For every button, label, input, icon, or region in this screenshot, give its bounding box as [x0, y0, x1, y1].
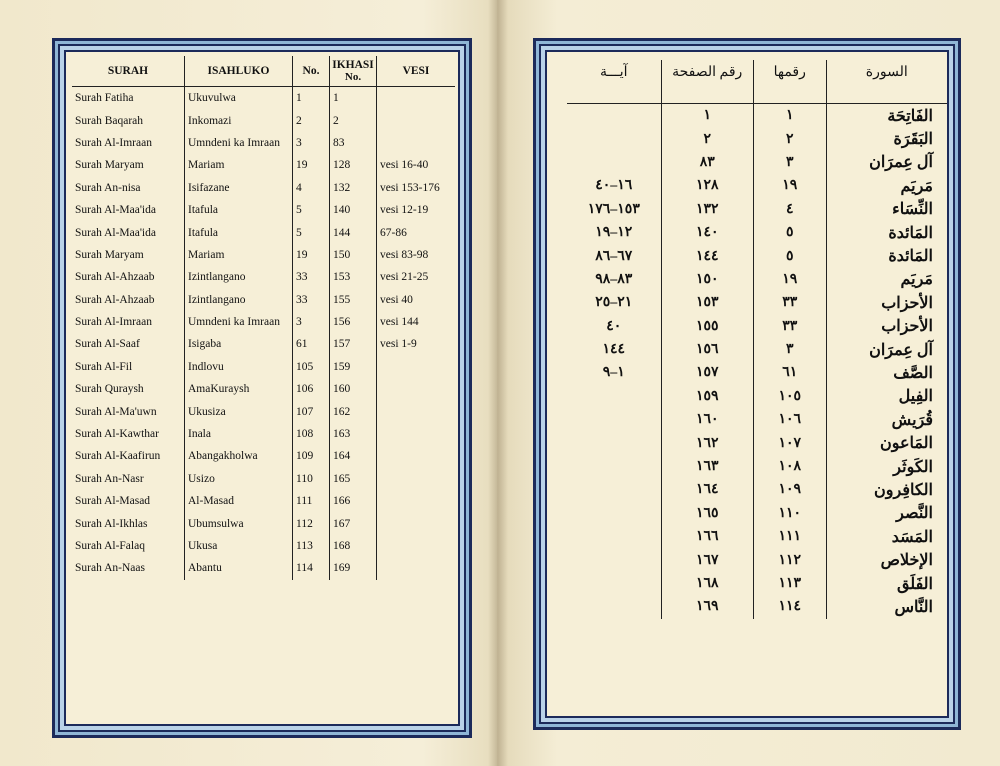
- cell-no: 112: [293, 512, 330, 534]
- cell-surah: Surah Al-Imraan: [75, 136, 152, 149]
- cell-ikhasi: 159: [330, 356, 377, 378]
- table-row: [567, 174, 947, 197]
- cell-ikhasi: 165: [330, 468, 377, 490]
- cell-surah: Surah Baqarah: [75, 114, 144, 127]
- cell-ayah: ٤٠: [567, 315, 661, 338]
- cell-surah: البَقَرَة: [893, 131, 933, 149]
- table-row: [72, 445, 455, 467]
- cell-ikhasi: 162: [330, 400, 377, 422]
- cell-vesi: vesi 144: [377, 311, 456, 333]
- cell-page: ١٦٦: [661, 525, 753, 548]
- cell-isahluko: Izintlangano: [185, 289, 293, 311]
- cell-surah: مَريَم: [900, 271, 933, 289]
- table-row: [72, 333, 455, 355]
- cell-surah: الكَوثَر: [893, 458, 933, 476]
- cell-ayah: [567, 104, 661, 128]
- table-row: [72, 356, 455, 378]
- table-row: [72, 423, 455, 445]
- table-row: [567, 151, 947, 174]
- cell-no: 114: [293, 557, 330, 579]
- cell-number: ٣٣: [753, 291, 826, 314]
- cell-page: ١٣٢: [661, 198, 753, 221]
- table-row: [72, 109, 455, 131]
- cell-vesi: [377, 512, 456, 534]
- cell-surah: الفَاتِحَة: [887, 107, 933, 125]
- cell-isahluko: Ukusa: [185, 535, 293, 557]
- cell-surah: Surah Maryam: [75, 159, 144, 172]
- cell-ayah: [567, 525, 661, 548]
- cell-no: 105: [293, 356, 330, 378]
- table-row: [72, 154, 455, 176]
- cell-page: ١٤٤: [661, 244, 753, 267]
- cell-surah: الفَلَق: [896, 575, 933, 593]
- cell-surah: الصَّف: [893, 364, 933, 382]
- table-row: [72, 557, 455, 579]
- cell-isahluko: AmaKuraysh: [185, 378, 293, 400]
- table-row: [567, 502, 947, 525]
- cell-surah: النَّصر: [896, 505, 933, 523]
- cell-no: 33: [293, 266, 330, 288]
- cell-surah: المَسَد: [891, 528, 933, 546]
- cell-surah: Surah Al-Ikhlas: [75, 517, 148, 530]
- cell-surah: Surah Quraysh: [75, 383, 144, 396]
- cell-ikhasi: 166: [330, 490, 377, 512]
- table-row: [72, 490, 455, 512]
- table-row: [567, 455, 947, 478]
- cell-vesi: vesi 1-9: [377, 333, 456, 355]
- cell-vesi: 67-86: [377, 221, 456, 243]
- cell-number: ١٠٨: [753, 455, 826, 478]
- cell-number: ١١١: [753, 525, 826, 548]
- cell-surah: آل عِمرَان: [869, 341, 933, 359]
- cell-no: 5: [293, 199, 330, 221]
- cell-no: 4: [293, 177, 330, 199]
- cell-page: ١٦٧: [661, 548, 753, 571]
- cell-vesi: [377, 445, 456, 467]
- cell-ikhasi: 128: [330, 154, 377, 176]
- cell-surah: قُرَيش: [891, 411, 933, 429]
- cell-surah: Surah Al-Ahzaab: [75, 293, 155, 306]
- header-number-arabic: رقمها: [753, 60, 826, 104]
- table-row: [567, 291, 947, 314]
- cell-number: ١٠٧: [753, 431, 826, 454]
- cell-surah: Surah Al-Fil: [75, 360, 133, 373]
- cell-ayah: [567, 127, 661, 150]
- table-row: [567, 478, 947, 501]
- cell-no: 111: [293, 490, 330, 512]
- table-row: [567, 385, 947, 408]
- cell-number: ١٠٩: [753, 478, 826, 501]
- cell-ayah: [567, 595, 661, 618]
- cell-no: 61: [293, 333, 330, 355]
- cell-isahluko: Abantu: [185, 557, 293, 579]
- table-row: [567, 104, 947, 128]
- cell-number: ٣: [753, 151, 826, 174]
- cell-vesi: vesi 40: [377, 289, 456, 311]
- cell-isahluko: Ukuvulwa: [185, 87, 293, 110]
- header-ayah-arabic: آيـــة: [567, 60, 661, 104]
- table-row: [72, 199, 455, 221]
- header-page-arabic: رقم الصفحة: [661, 60, 753, 104]
- cell-no: 33: [293, 289, 330, 311]
- cell-page: ١٦٨: [661, 572, 753, 595]
- cell-no: 110: [293, 468, 330, 490]
- cell-page: ١٦٠: [661, 408, 753, 431]
- cell-page: ١٦٩: [661, 595, 753, 618]
- cell-surah: Surah Fatiha: [75, 92, 134, 105]
- cell-page: ١٥٦: [661, 338, 753, 361]
- cell-number: ١٩: [753, 174, 826, 197]
- cell-no: 19: [293, 154, 330, 176]
- cell-number: ٤: [753, 198, 826, 221]
- cell-ikhasi: 164: [330, 445, 377, 467]
- cell-ayah: [567, 151, 661, 174]
- table-row: [567, 361, 947, 384]
- cell-ikhasi: 2: [330, 109, 377, 131]
- cell-vesi: vesi 12-19: [377, 199, 456, 221]
- right-table-frame: [533, 38, 961, 730]
- cell-isahluko: Itafula: [185, 199, 293, 221]
- header-no: No.: [293, 56, 330, 87]
- cell-surah: الأحزاب: [881, 318, 933, 336]
- cell-page: ١٦٥: [661, 502, 753, 525]
- cell-no: 106: [293, 378, 330, 400]
- table-row: [567, 127, 947, 150]
- cell-isahluko: Abangakholwa: [185, 445, 293, 467]
- cell-surah: Surah Al-Maa'ida: [75, 204, 156, 217]
- cell-ikhasi: 140: [330, 199, 377, 221]
- cell-no: 107: [293, 400, 330, 422]
- cell-isahluko: Isifazane: [185, 177, 293, 199]
- cell-ayah: [567, 431, 661, 454]
- cell-isahluko: Ukusiza: [185, 400, 293, 422]
- cell-vesi: [377, 490, 456, 512]
- table-row: [567, 431, 947, 454]
- cell-surah: المَائدة: [888, 224, 933, 242]
- cell-vesi: [377, 423, 456, 445]
- table-row: [72, 400, 455, 422]
- cell-surah: Surah Maryam: [75, 248, 144, 261]
- cell-ikhasi: 157: [330, 333, 377, 355]
- cell-page: ١٦٣: [661, 455, 753, 478]
- table-row: [72, 266, 455, 288]
- cell-no: 3: [293, 311, 330, 333]
- cell-number: ٢: [753, 127, 826, 150]
- table-row: [72, 512, 455, 534]
- table-row: [72, 468, 455, 490]
- cell-surah: Surah Al-Kaafirun: [75, 450, 161, 463]
- header-isahluko: ISAHLUKO: [185, 56, 293, 87]
- cell-ikhasi: 167: [330, 512, 377, 534]
- cell-vesi: vesi 21-25: [377, 266, 456, 288]
- cell-page: ١٥٩: [661, 385, 753, 408]
- cell-isahluko: Mariam: [185, 154, 293, 176]
- cell-isahluko: Ubumsulwa: [185, 512, 293, 534]
- cell-page: ١٥٠: [661, 268, 753, 291]
- cell-ayah: ١٦–٤٠: [567, 174, 661, 197]
- cell-no: 2: [293, 109, 330, 131]
- table-body: [567, 104, 947, 619]
- cell-ikhasi: 132: [330, 177, 377, 199]
- cell-ayah: [567, 572, 661, 595]
- cell-page: ١٤٠: [661, 221, 753, 244]
- cell-number: ١١٣: [753, 572, 826, 595]
- cell-number: ٣٣: [753, 315, 826, 338]
- cell-surah: Surah Al-Maa'ida: [75, 226, 156, 239]
- cell-ikhasi: 1: [330, 87, 377, 110]
- cell-page: ٢: [661, 127, 753, 150]
- cell-no: 3: [293, 132, 330, 154]
- cell-ayah: ٢١–٢٥: [567, 291, 661, 314]
- cell-vesi: vesi 153-176: [377, 177, 456, 199]
- cell-ikhasi: 150: [330, 244, 377, 266]
- cell-isahluko: Inkomazi: [185, 109, 293, 131]
- header-surah-arabic: السورة: [826, 60, 947, 104]
- cell-ikhasi: 144: [330, 221, 377, 243]
- table-row: [567, 244, 947, 267]
- cell-number: ٦١: [753, 361, 826, 384]
- cell-surah: المَاعون: [879, 435, 933, 453]
- table-row: [567, 572, 947, 595]
- table-body: [72, 87, 455, 580]
- cell-surah: Surah Al-Masad: [75, 495, 151, 508]
- table-row: [567, 198, 947, 221]
- cell-number: ٥: [753, 221, 826, 244]
- cell-vesi: [377, 400, 456, 422]
- header-vesi: VESI: [377, 56, 456, 87]
- cell-vesi: [377, 132, 456, 154]
- cell-number: ١١٢: [753, 548, 826, 571]
- cell-number: ١١٤: [753, 595, 826, 618]
- cell-isahluko: Izintlangano: [185, 266, 293, 288]
- table-row: [567, 315, 947, 338]
- book-gutter: [488, 0, 508, 766]
- cell-number: ٥: [753, 244, 826, 267]
- table-row: [567, 548, 947, 571]
- cell-surah: Surah Al-Imraan: [75, 316, 152, 329]
- cell-vesi: vesi 83-98: [377, 244, 456, 266]
- cell-vesi: vesi 16-40: [377, 154, 456, 176]
- cell-ikhasi: 155: [330, 289, 377, 311]
- cell-no: 109: [293, 445, 330, 467]
- cell-ikhasi: 83: [330, 132, 377, 154]
- cell-page: ١٦٤: [661, 478, 753, 501]
- cell-no: 108: [293, 423, 330, 445]
- table-row: [72, 535, 455, 557]
- cell-ayah: [567, 478, 661, 501]
- cell-isahluko: Indlovu: [185, 356, 293, 378]
- table-row: [567, 595, 947, 618]
- cell-number: ١٠٦: [753, 408, 826, 431]
- cell-ikhasi: 169: [330, 557, 377, 579]
- cell-page: ١: [661, 104, 753, 128]
- cell-number: ١٠٥: [753, 385, 826, 408]
- table-row: [72, 132, 455, 154]
- cell-surah: آل عِمرَان: [869, 154, 933, 172]
- cell-page: ١٥٧: [661, 361, 753, 384]
- surah-index-table-zulu: [72, 56, 455, 580]
- cell-surah: Surah An-Naas: [75, 562, 145, 575]
- cell-isahluko: Inala: [185, 423, 293, 445]
- cell-ayah: [567, 408, 661, 431]
- cell-isahluko: Mariam: [185, 244, 293, 266]
- table-header-row: [72, 56, 455, 87]
- cell-vesi: [377, 535, 456, 557]
- header-ikhasi: IKHASI No.: [330, 56, 377, 87]
- cell-surah: Surah Al-Ma'uwn: [75, 405, 157, 418]
- cell-ayah: [567, 455, 661, 478]
- cell-surah: النَّاس: [894, 598, 933, 616]
- cell-ikhasi: 156: [330, 311, 377, 333]
- table-row: [72, 177, 455, 199]
- cell-ayah: ١٢–١٩: [567, 221, 661, 244]
- cell-isahluko: Itafula: [185, 221, 293, 243]
- table-row: [72, 289, 455, 311]
- cell-surah: Surah Al-Falaq: [75, 540, 145, 552]
- cell-surah: Surah Al-Kawthar: [75, 428, 159, 441]
- cell-ayah: ٦٧–٨٦: [567, 244, 661, 267]
- table-row: [72, 87, 455, 110]
- cell-page: ١٦٢: [661, 431, 753, 454]
- table-row: [567, 338, 947, 361]
- cell-surah: الفِيل: [898, 388, 933, 406]
- cell-vesi: [377, 378, 456, 400]
- header-surah: SURAH: [72, 56, 185, 87]
- cell-surah: Surah An-nisa: [75, 181, 141, 194]
- cell-surah: Surah Al-Saaf: [75, 338, 140, 351]
- cell-surah: الأحزاب: [881, 294, 933, 312]
- table-row: [72, 311, 455, 333]
- table-row: [567, 221, 947, 244]
- cell-ikhasi: 153: [330, 266, 377, 288]
- cell-no: 19: [293, 244, 330, 266]
- cell-ayah: ١٤٤: [567, 338, 661, 361]
- cell-surah: Surah An-Nasr: [75, 472, 144, 485]
- cell-ayah: ٨٣–٩٨: [567, 268, 661, 291]
- table-row: [567, 525, 947, 548]
- cell-isahluko: Umndeni ka Imraan: [185, 132, 293, 154]
- cell-surah: مَريَم: [900, 177, 933, 195]
- cell-ayah: [567, 502, 661, 525]
- cell-number: ١: [753, 104, 826, 128]
- table-header-row: [567, 60, 947, 104]
- cell-isahluko: Umndeni ka Imraan: [185, 311, 293, 333]
- cell-isahluko: Al-Masad: [185, 490, 293, 512]
- cell-ayah: [567, 548, 661, 571]
- cell-vesi: [377, 557, 456, 579]
- cell-no: 1: [293, 87, 330, 110]
- cell-number: ١١٠: [753, 502, 826, 525]
- left-table-frame: [52, 38, 472, 738]
- cell-isahluko: Isigaba: [185, 333, 293, 355]
- table-row: [72, 378, 455, 400]
- cell-number: ١٩: [753, 268, 826, 291]
- cell-ikhasi: 160: [330, 378, 377, 400]
- surah-index-table-arabic: [567, 60, 947, 619]
- cell-ikhasi: 168: [330, 535, 377, 557]
- right-table-panel: [545, 50, 949, 718]
- cell-page: ١٢٨: [661, 174, 753, 197]
- cell-vesi: [377, 109, 456, 131]
- cell-page: ١٥٥: [661, 315, 753, 338]
- cell-page: ١٥٣: [661, 291, 753, 314]
- cell-isahluko: Usizo: [185, 468, 293, 490]
- cell-surah: الكافِرون: [874, 481, 933, 499]
- cell-ayah: ١٥٣–١٧٦: [567, 198, 661, 221]
- table-row: [567, 408, 947, 431]
- cell-surah: المَائدة: [888, 248, 933, 266]
- cell-ikhasi: 163: [330, 423, 377, 445]
- cell-surah: Surah Al-Ahzaab: [75, 271, 155, 284]
- table-row: [72, 244, 455, 266]
- cell-ayah: [567, 385, 661, 408]
- cell-number: ٣: [753, 338, 826, 361]
- cell-surah: الإخلاص: [880, 552, 933, 570]
- cell-no: 5: [293, 221, 330, 243]
- cell-vesi: [377, 468, 456, 490]
- table-row: [567, 268, 947, 291]
- cell-ayah: ١–٩: [567, 361, 661, 384]
- cell-no: 113: [293, 535, 330, 557]
- cell-surah: النِّسَاء: [892, 201, 933, 219]
- cell-page: ٨٣: [661, 151, 753, 174]
- cell-vesi: [377, 87, 456, 110]
- table-row: [72, 221, 455, 243]
- left-table-panel: [64, 50, 460, 726]
- cell-vesi: [377, 356, 456, 378]
